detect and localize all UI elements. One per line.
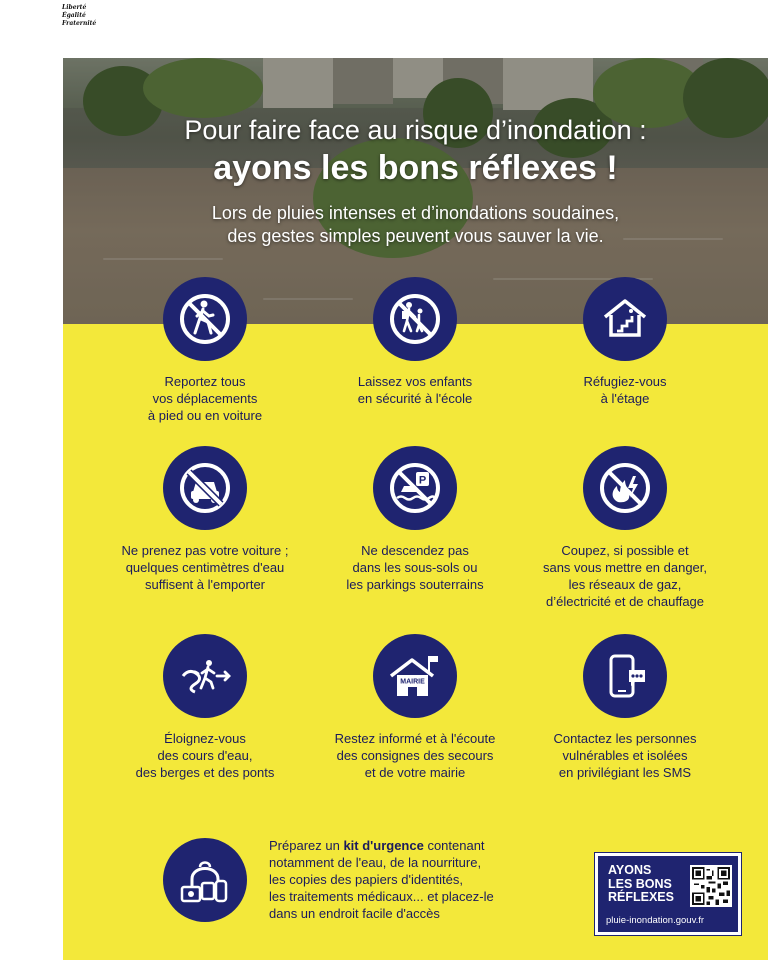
- caption-line: Reportez tous: [164, 374, 246, 389]
- kit-first-line: [269, 837, 539, 854]
- caption-line: vulnérables et isolées: [562, 748, 688, 763]
- no-car-icon: [163, 446, 247, 530]
- kit-line: notamment de l'eau, de la nourriture,: [269, 855, 482, 870]
- badge-line: AYONS: [608, 863, 652, 877]
- kit-line: les copies des papiers d'identités,: [269, 872, 463, 887]
- tip-no-car: [90, 446, 320, 593]
- cut-gas-electricity-icon: [583, 446, 667, 530]
- caption-line: des cours d'eau,: [157, 748, 253, 763]
- emergency-kit-icon: [163, 838, 247, 922]
- republic-motto: [62, 4, 96, 28]
- kit-line: dans un endroit facile d'accès: [269, 906, 440, 921]
- caption-line: en privilégiant les SMS: [558, 765, 692, 780]
- tip-postpone-travel: [90, 277, 320, 424]
- caption-line: Ne prenez pas votre voiture ;: [121, 543, 289, 558]
- caption-line: vos déplacements: [152, 391, 258, 406]
- move-away-from-river-icon: [163, 634, 247, 718]
- phone-sms-icon: [583, 634, 667, 718]
- kit-text-bold: kit d'urgence: [343, 838, 424, 853]
- badge-line: LES BONS: [608, 876, 672, 891]
- tip-cut-networks: [510, 446, 740, 610]
- caption-line: Coupez, si possible et: [561, 543, 689, 558]
- house-upstairs-icon: [583, 277, 667, 361]
- caption-line: d’électricité et de chauffage: [545, 594, 705, 609]
- motto-line: Égalité: [62, 12, 86, 19]
- subtitle-line: Lors de pluies intenses et d’inondations soudaines,: [211, 203, 620, 223]
- caption-line: quelques centimètres d'eau: [125, 560, 285, 575]
- caption-line: Laissez vos enfants: [357, 374, 473, 389]
- caption-line: en sécurité à l'école: [357, 391, 473, 406]
- caption-line: sans vous mettre en danger,: [542, 560, 708, 575]
- tip-no-basement: [300, 446, 530, 593]
- caption-line: Réfugiez-vous: [583, 374, 667, 389]
- badge-line: RÉFLEXES: [608, 890, 674, 904]
- campaign-url[interactable]: pluie-inondation.gouv.fr: [606, 915, 705, 926]
- town-hall-icon: [373, 634, 457, 718]
- tip-stay-informed: [300, 634, 530, 781]
- no-school-pickup-icon: [373, 277, 457, 361]
- caption-line: à pied ou en voiture: [147, 408, 263, 423]
- caption-line: Ne descendez pas: [361, 543, 469, 558]
- caption-line: Restez informé et à l'écoute: [334, 731, 496, 746]
- tip-go-upstairs: [510, 277, 740, 407]
- title-line-2: ayons les bons réflexes !: [213, 149, 618, 187]
- caption-line: suffisent à l'emporter: [144, 577, 266, 592]
- campaign-badge: [595, 853, 741, 935]
- qr-code-icon[interactable]: [690, 865, 732, 907]
- kit-description: [269, 837, 539, 922]
- kit-text-after: contenant: [423, 838, 485, 853]
- caption-line: et de votre mairie: [364, 765, 466, 780]
- no-walking-icon: [163, 277, 247, 361]
- caption-line: les parkings souterrains: [346, 577, 484, 592]
- tip-move-away: [90, 634, 320, 781]
- title-line-1: Pour faire face au risque d’inondation :: [184, 115, 647, 145]
- no-underground-parking-icon: [373, 446, 457, 530]
- mairie-label: MAIRIE: [400, 678, 425, 686]
- kit-text-before: Préparez un: [269, 838, 344, 853]
- caption-line: Éloignez-vous: [164, 731, 246, 746]
- caption-line: Contactez les personnes: [553, 731, 697, 746]
- subtitle: [63, 202, 768, 248]
- caption-line: des consignes des secours: [336, 748, 494, 763]
- svg-text:P: P: [418, 474, 427, 487]
- tip-contact-vulnerable: [510, 634, 740, 781]
- motto-line: Fraternité: [62, 20, 97, 27]
- caption-line: des berges et des ponts: [135, 765, 275, 780]
- caption-line: les réseaux de gaz,: [568, 577, 682, 592]
- tip-children-school: [300, 277, 530, 407]
- kit-line: les traitements médicaux... et placez-le: [269, 889, 494, 904]
- caption-line: dans les sous-sols ou: [352, 560, 478, 575]
- subtitle-line: des gestes simples peuvent vous sauver la vie.: [227, 226, 604, 246]
- poster: [63, 58, 768, 960]
- caption-line: à l'étage: [600, 391, 650, 406]
- motto-line: Liberté: [62, 4, 87, 11]
